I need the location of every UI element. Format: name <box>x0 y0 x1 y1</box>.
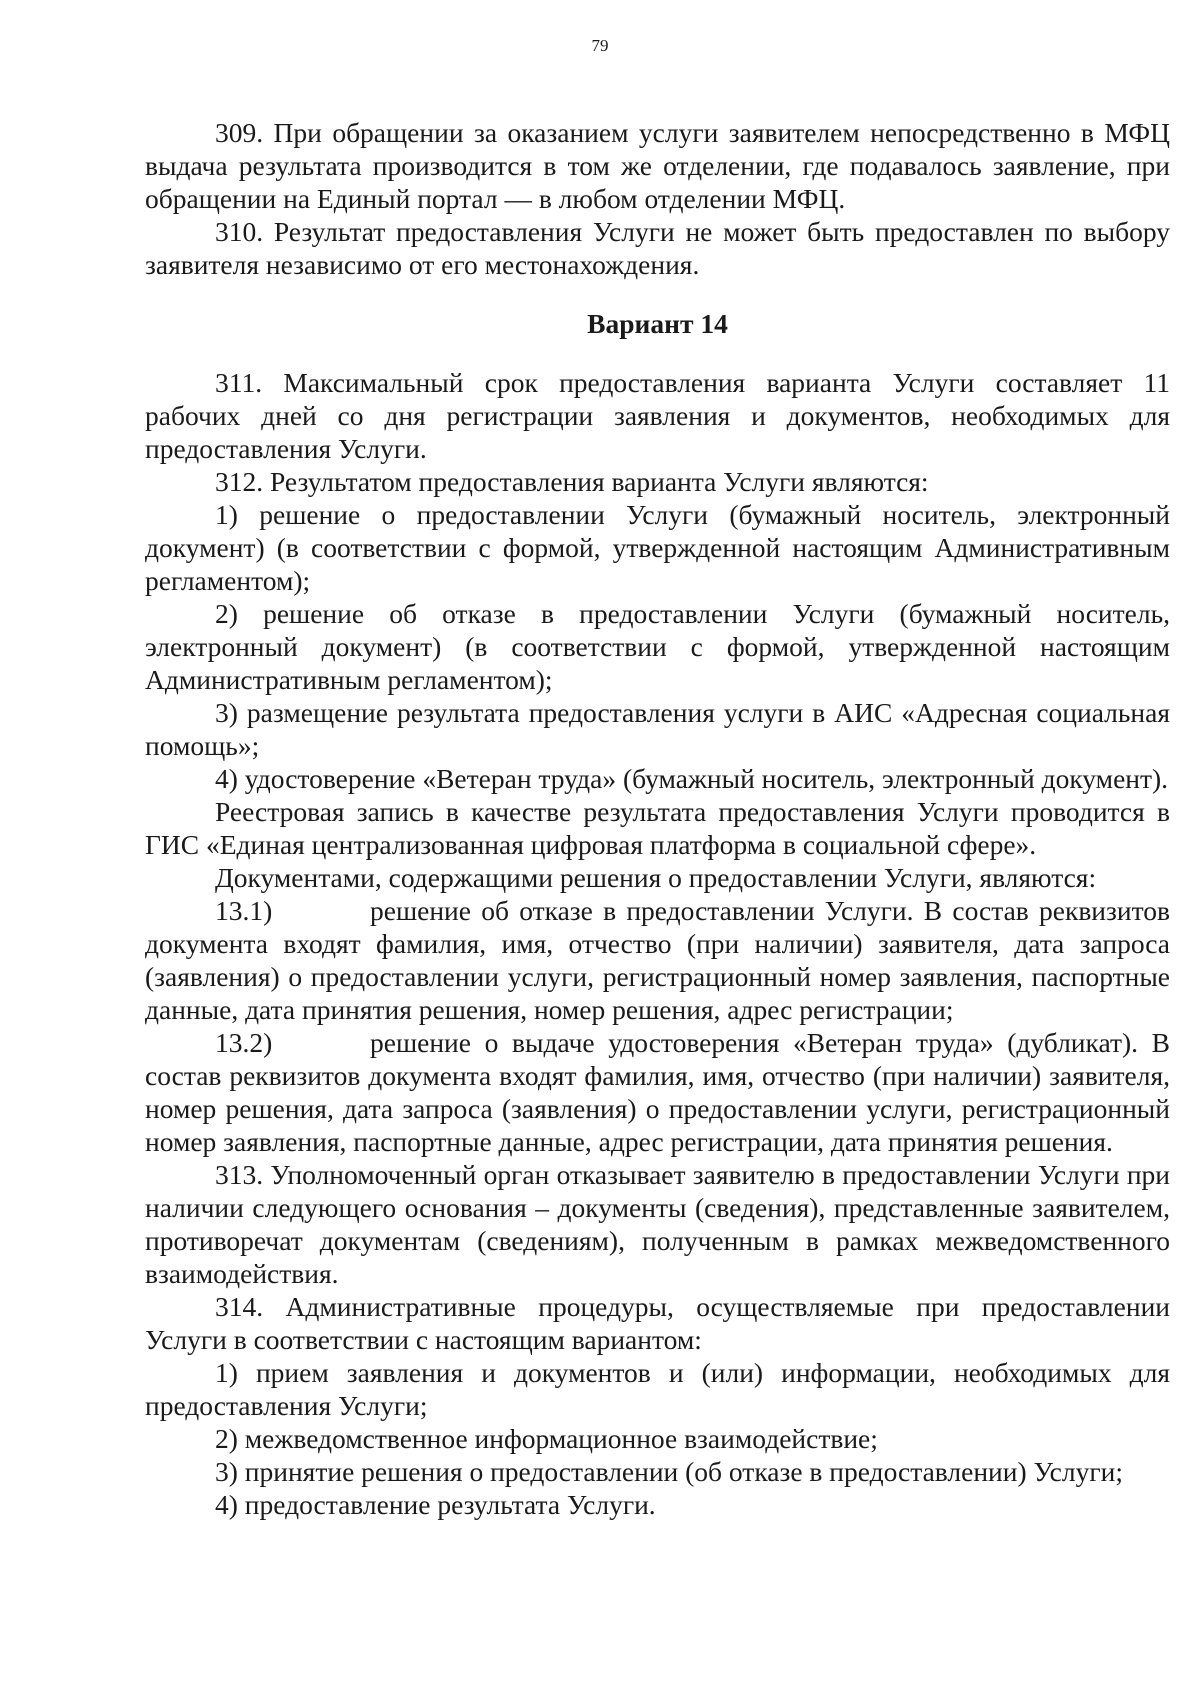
list-item-312-2: 2) решение об отказе в предоставлении Услуги (бумажный носитель, электронный документ) (в соответствии с формой, утвержденной настоящим Административным регламентом); <box>145 598 1170 695</box>
sub-item-text: решение о выдаче удостоверения «Ветеран труда» (дубликат). В состав реквизитов документа входят фамилия, имя, отчество (при наличии) заявителя, номер решения, дата запроса (заявления) о предоставлении услуги, регистрационный номер заявления, паспортные данные, адрес регистрации, дата принятия решения. <box>145 1027 1170 1157</box>
document-body <box>145 116 1170 1521</box>
list-item-312-3: 3) размещение результата предоставления услуги в АИС «Адресная социальная помощь»; <box>145 697 1170 761</box>
paragraph-314: 314. Административные процедуры, осуществляемые при предоставлении Услуги в соответствии с настоящим вариантом: <box>145 1291 1170 1355</box>
paragraph-decision-documents: Документами, содержащими решения о предоставлении Услуги, являются: <box>215 862 1097 893</box>
paragraph-310: 310. Результат предоставления Услуги не может быть предоставлен по выбору заявителя независимо от его местонахождения. <box>145 216 1170 280</box>
sub-item-13-2 <box>145 1026 1170 1158</box>
paragraph-311: 311. Максимальный срок предоставления варианта Услуги составляет 11 рабочих дней со дня регистрации заявления и документов, необходимых для предоставления Услуги. <box>145 367 1170 464</box>
paragraph-registry-record: Реестровая запись в качестве результата предоставления Услуги проводится в ГИС «Единая централизованная цифровая платформа в социальной сфере». <box>145 796 1170 860</box>
paragraph-313: 313. Уполномоченный орган отказывает заявителю в предоставлении Услуги при наличии следующего основания – документы (сведения), представленные заявителем, противоречат документам (сведениям), полученным в рамках межведомственного взаимодействия. <box>145 1159 1170 1289</box>
paragraph-309: 309. При обращении за оказанием услуги заявителем непосредственно в МФЦ выдача результата производится в том же отделении, где подавалось заявление, при обращении на Единый портал — в любом отделении МФЦ. <box>145 117 1170 214</box>
page-number: 79 <box>591 36 609 55</box>
paragraph-312: 312. Результатом предоставления варианта Услуги являются: <box>215 466 929 497</box>
sub-item-13-1 <box>145 894 1170 1026</box>
sub-item-text: решение об отказе в предоставлении Услуги. В состав реквизитов документа входят фамилия, имя, отчество (при наличии) заявителя, дата запроса (заявления) о предоставлении услуги, регистрационный номер заявления, паспортные данные, дата принятия решения, номер решения, адрес регистрации; <box>145 895 1170 1025</box>
list-item-312-1: 1) решение о предоставлении Услуги (бумажный носитель, электронный документ) (в соответствии с формой, утвержденной настоящим Административным регламентом); <box>145 499 1170 596</box>
list-item-314-2: 2) межведомственное информационное взаимодействие; <box>215 1423 878 1454</box>
list-item-314-4: 4) предоставление результата Услуги. <box>215 1489 656 1520</box>
section-heading: Вариант 14 <box>587 308 728 339</box>
list-item-312-4: 4) удостоверение «Ветеран труда» (бумажный носитель, электронный документ). <box>215 763 1169 794</box>
sub-item-number: 13.1) <box>215 895 273 926</box>
list-item-314-1: 1) прием заявления и документов и (или) информации, необходимых для предоставления Услуги; <box>145 1357 1170 1421</box>
sub-item-number: 13.2) <box>215 1027 273 1058</box>
list-item-314-3: 3) принятие решения о предоставлении (об отказе в предоставлении) Услуги; <box>215 1456 1123 1487</box>
